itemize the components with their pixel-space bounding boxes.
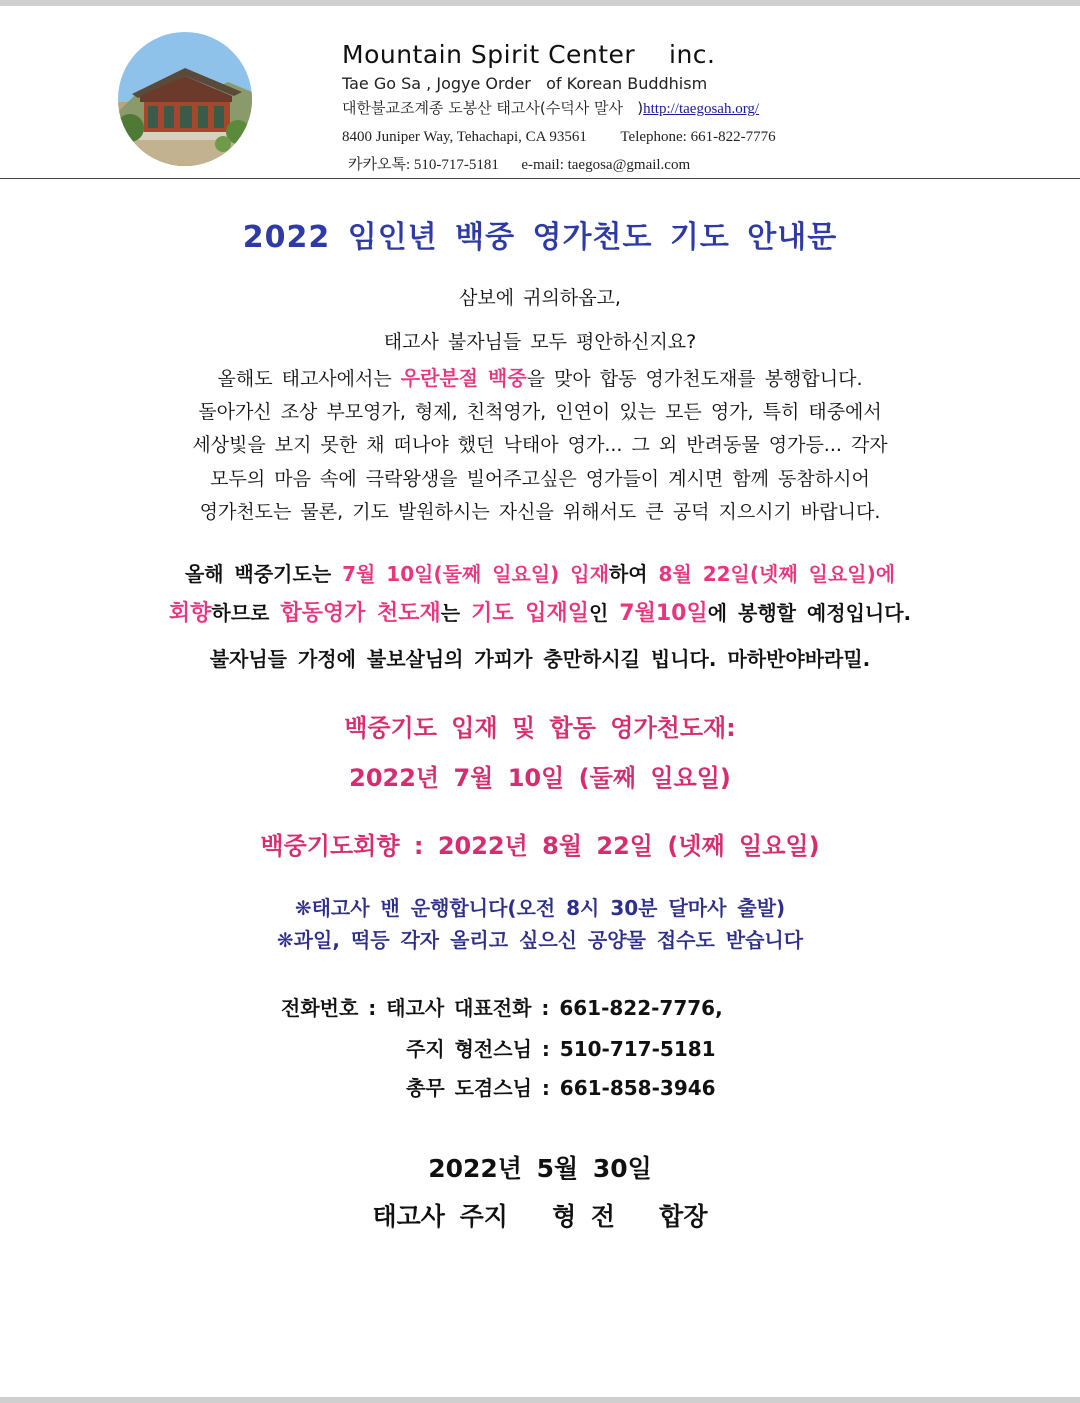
bottom-border — [0, 1397, 1080, 1403]
phone-main: 전화번호 : 태고사 대표전화 : 661-822-7776, — [281, 996, 723, 1020]
text-run: 하여 — [608, 562, 659, 586]
highlight-text: 7월10일 — [619, 601, 708, 626]
blessing-line: 불자님들 가정에 불보살님의 가피가 충만하시길 빕니다. 마하반야바라밀. — [209, 647, 871, 671]
body-text: 을 맞아 합동 영가천도재를 봉행합니다. — [526, 368, 863, 390]
body-line-3 — [0, 362, 1080, 397]
greeting-line-2: 태고사 불자님들 모두 평안하신지요? — [383, 331, 697, 353]
text-run: 인 — [588, 601, 620, 625]
greeting-line-1: 삼보에 귀의하옵고, — [459, 287, 621, 309]
text-run: 에 봉행할 예정입니다. — [707, 601, 912, 625]
schedule-line-1 — [0, 553, 1080, 596]
body-line-5: 세상빛을 보지 못한 채 떠나야 했던 낙태아 영가... 그 외 반려동물 영가등... 각자 — [192, 434, 888, 456]
highlight-text: 7월 10일(둘째 일요일) 입재 — [342, 562, 609, 586]
body-line-6: 모두의 마음 속에 극락왕생을 빌어주고싶은 영가들이 계시면 함께 동참하시어 — [210, 468, 870, 490]
highlight-text: 우란분절 백중 — [400, 366, 527, 390]
address-line — [342, 123, 776, 151]
text-run: 하므로 — [211, 601, 281, 625]
highlight-text: 8월 22일(넷째 일요일)에 — [658, 562, 896, 586]
org-name: Mountain Spirit Center inc. — [342, 40, 716, 69]
org-korean-text: 대한불교조계종 도봉산 태고사(수덕사 말사 ) — [342, 99, 644, 117]
note-van-service: ❋태고사 밴 운행합니다(오전 8시 30분 달마사 출발) — [294, 896, 786, 920]
closing-ceremony-date: 백중기도회향 : 2022년 8월 22일 (넷째 일요일) — [260, 832, 820, 860]
body-text: 올해도 태고사에서는 — [217, 368, 401, 390]
telephone: Telephone: 661-822-7776 — [620, 129, 776, 145]
kakao-contact: 카카오톡: 510-717-5181 — [348, 157, 499, 173]
text-run: 올해 백중기도는 — [184, 562, 343, 586]
signature-date: 2022년 5월 30일 — [428, 1154, 652, 1183]
note-offerings: ❋과일, 떡등 각자 올리고 싶으신 공양물 접수도 받습니다 — [276, 928, 804, 952]
start-ceremony-date: 2022년 7월 10일 (둘째 일요일) — [349, 764, 731, 792]
signature-name: 태고사 주지 형 전 합장 — [372, 1202, 708, 1231]
document-title: 2022 임인년 백중 영가천도 기도 안내문 — [242, 220, 838, 255]
highlight-text: 기도 입재일 — [471, 601, 589, 626]
start-ceremony-label: 백중기도 입재 및 합동 영가천도재: — [344, 714, 736, 742]
org-korean-name — [342, 96, 776, 121]
org-header — [342, 38, 776, 179]
email-contact: e-mail: taegosa@gmail.com — [521, 157, 691, 173]
address: 8400 Juniper Way, Tehachapi, CA 93561 — [342, 129, 587, 145]
body-line-7: 영가천도는 물론, 기도 발원하시는 자신을 위해서도 큰 공덕 지으시기 바랍니다. — [199, 501, 881, 523]
highlight-text: 회향 — [168, 601, 212, 626]
body-line-4: 돌아가신 조상 부모영가, 형제, 친척영가, 인연이 있는 모든 영가, 특히 태중에서 — [198, 401, 882, 423]
contact-line — [348, 151, 776, 179]
website-link[interactable]: http://taegosah.org/ — [643, 101, 760, 117]
schedule-line-2 — [0, 592, 1080, 635]
highlight-text: 합동영가 천도재 — [280, 601, 441, 626]
header-divider — [0, 178, 1080, 179]
text-run: 는 — [440, 601, 472, 625]
temple-photo — [118, 32, 252, 166]
phone-secretary: 총무 도겸스님 : 661-858-3946 — [406, 1076, 716, 1100]
top-border — [0, 0, 1080, 6]
phone-abbot: 주지 형전스님 : 510-717-5181 — [406, 1037, 716, 1061]
org-subtitle: Tae Go Sa , Jogye Order of Korean Buddhism — [342, 74, 708, 93]
